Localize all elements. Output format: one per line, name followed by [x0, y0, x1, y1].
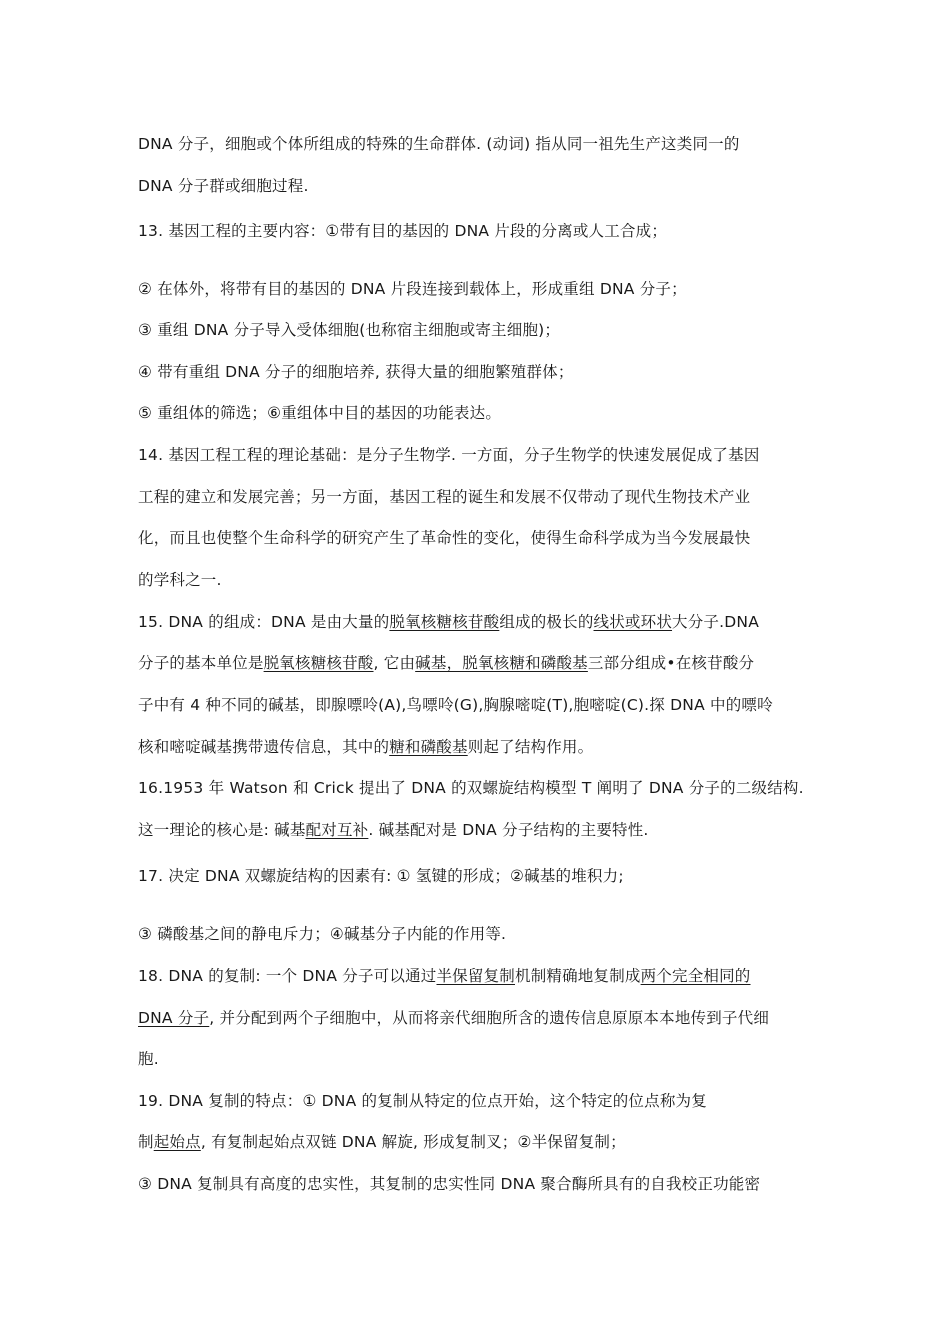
text-span: 胞.: [138, 1050, 159, 1068]
text-span: 核和嘧啶碱基携带遗传信息，其中的: [138, 738, 390, 756]
text-span: 组成的极长的: [499, 613, 594, 631]
text-line: [138, 221, 667, 241]
underlined-term: 起始点: [153, 1133, 201, 1151]
underlined-term: DNA 分子: [138, 1009, 210, 1027]
text-line: [138, 134, 740, 154]
text-span: 的学科之一.: [138, 571, 222, 589]
underlined-term: 线状或环状: [593, 613, 673, 631]
text-line: [138, 924, 506, 944]
text-line: [138, 528, 750, 548]
text-span: 17. 决定 DNA 双螺旋结构的因素有: ① 氢键的形成；②碱基的堆积力;: [138, 867, 624, 885]
text-line: [138, 866, 624, 886]
text-span: 子中有 4 种不同的碱基，即腺嘌呤(A),鸟嘌呤(G),胸腺嘧啶(T),胞嘧啶(C).探 DNA 中的嘌呤: [138, 696, 773, 714]
text-span: ② 在体外，将带有目的基因的 DNA 片段连接到载体上，形成重组 DNA 分子；: [138, 280, 687, 298]
text-line: [138, 445, 760, 465]
text-span: DNA 分子，细胞或个体所组成的特殊的生命群体. (动词) 指从同一祖先生产这类同一的: [138, 135, 740, 153]
text-span: ④ 带有重组 DNA 分子的细胞培养, 获得大量的细胞繁殖群体；: [138, 363, 574, 381]
underlined-term: 半保留复制: [436, 967, 515, 985]
text-line: [138, 1091, 707, 1111]
underlined-term: 碱基，脱氧核糖和磷酸基: [415, 654, 588, 672]
text-span: DNA 分子群或细胞过程.: [138, 177, 309, 195]
text-line: [138, 1049, 159, 1069]
text-line: [138, 820, 649, 840]
text-span: , 并分配到两个子细胞中，从而将亲代细胞所含的遗传信息原原本本地传到子代细: [209, 1009, 770, 1027]
text-span: ③ DNA 复制具有高度的忠实性，其复制的忠实性同 DNA 聚合酶所具有的自我校正功能密: [138, 1175, 761, 1193]
text-line: [138, 695, 773, 715]
text-line: [138, 737, 593, 757]
text-line: [138, 362, 574, 382]
text-span: ③ 重组 DNA 分子导入受体细胞(也称宿主细胞或寄主细胞)；: [138, 321, 561, 339]
text-line: [138, 570, 222, 590]
text-line: [138, 778, 804, 798]
underlined-term: 脱氧核糖核苷酸: [389, 613, 500, 631]
text-line: [138, 966, 751, 986]
text-line: [138, 653, 754, 673]
text-span: 这一理论的核心是: 碱基: [138, 821, 306, 839]
text-line: [138, 279, 687, 299]
text-span: 则起了结构作用。: [467, 738, 594, 756]
text-span: 15. DNA 的组成：DNA 是由大量的: [138, 613, 390, 631]
text-line: [138, 1008, 769, 1028]
text-span: . 碱基配对是 DNA 分子结构的主要特性.: [368, 821, 649, 839]
text-line: [138, 176, 309, 196]
underlined-term: 糖和磷酸基: [389, 738, 468, 756]
text-span: , 它由: [373, 654, 416, 672]
text-span: 大分子.DNA: [672, 613, 759, 631]
text-line: [138, 403, 501, 423]
underlined-term: 脱氧核糖核苷酸: [263, 654, 374, 672]
text-line: [138, 1174, 760, 1194]
text-line: [138, 612, 759, 632]
text-span: 14. 基因工程工程的理论基础：是分子生物学. 一方面，分子生物学的快速发展促成了基因: [138, 446, 760, 464]
text-span: ⑤ 重组体的筛选；⑥重组体中目的基因的功能表达。: [138, 404, 502, 422]
text-span: ③ 磷酸基之间的静电斥力；④碱基分子内能的作用等.: [138, 925, 507, 943]
text-span: 分子的基本单位是: [138, 654, 264, 672]
text-span: 18. DNA 的复制: 一个 DNA 分子可以通过: [138, 967, 437, 985]
text-span: 13. 基因工程的主要内容：①带有目的基因的 DNA 片段的分离或人工合成；: [138, 222, 668, 240]
underlined-term: 两个完全相同的: [640, 967, 751, 985]
text-span: 制: [138, 1133, 154, 1151]
text-span: 工程的建立和发展完善；另一方面，基因工程的诞生和发展不仅带动了现代生物技术产业: [138, 488, 751, 506]
text-span: 19. DNA 复制的特点：① DNA 的复制从特定的位点开始，这个特定的位点称为复: [138, 1092, 707, 1110]
underlined-term: 配对互补: [305, 821, 369, 839]
text-span: 三部分组成•在核苷酸分: [587, 654, 755, 672]
text-line: [138, 487, 750, 507]
text-span: , 有复制起始点双链 DNA 解旋, 形成复制叉；②半保留复制；: [200, 1133, 626, 1151]
text-line: [138, 320, 560, 340]
text-span: 化，而且也使整个生命科学的研究产生了革命性的变化，使得生命科学成为当今发展最快: [138, 529, 751, 547]
text-span: 机制精确地复制成: [515, 967, 641, 985]
text-span: 16.1953 年 Watson 和 Crick 提出了 DNA 的双螺旋结构模型 T 阐明了 DNA 分子的二级结构.: [138, 779, 804, 797]
text-line: [138, 1132, 626, 1152]
